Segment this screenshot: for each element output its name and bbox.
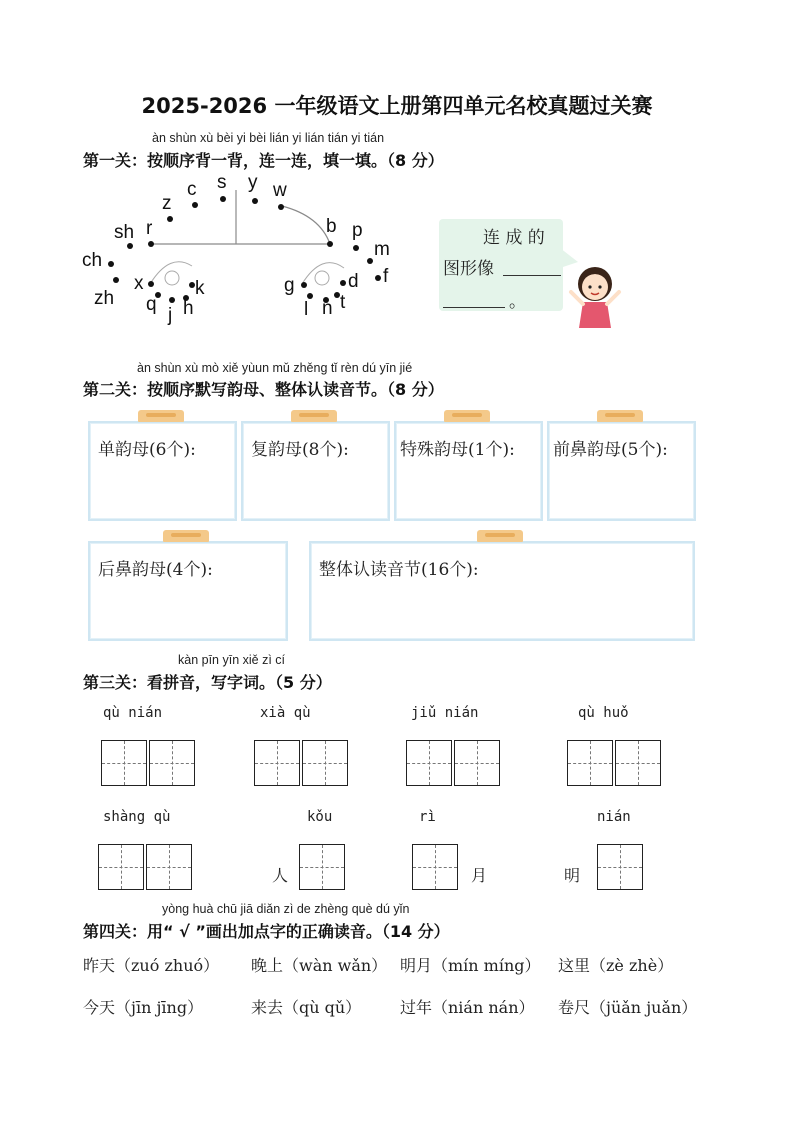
clip-icon (477, 530, 523, 542)
clip-icon (291, 410, 337, 422)
letter-g: g (284, 275, 295, 296)
writing-grid-cell[interactable] (454, 740, 500, 786)
bubble-line3: 。 (509, 292, 526, 312)
sec1-heading: 第一关：按顺序背一背，连一连，填一填。（8 分） (83, 151, 444, 170)
dot-s (220, 196, 226, 202)
given-char-ren: 人 (272, 866, 289, 885)
answer-box-special-final[interactable] (394, 421, 543, 521)
writing-grid-cell[interactable] (254, 740, 300, 786)
choice-item[interactable]: 晚上（wàn wǎn） (251, 956, 388, 975)
pinyin-word: qù huǒ (578, 705, 629, 721)
clip-icon (444, 410, 490, 422)
letter-k: k (195, 278, 205, 299)
sec3-pinyin: kàn pīn yīn xiě zì cí (178, 653, 285, 667)
answer-box-whole-syllables[interactable] (309, 541, 695, 641)
diagram-lines (80, 170, 420, 330)
sec1-pinyin: àn shùn xù bèi yi bèi lián yi lián tián yi tián (152, 131, 385, 145)
dot-x (148, 281, 154, 287)
page-title: 2025-2026 一年级语文上册第四单元名校真题过关赛 (141, 94, 653, 118)
sec2-heading: 第二关：按顺序默写韵母、整体认读音节。（8 分） (83, 380, 444, 399)
box-label: 特殊韵母(1个): (400, 440, 515, 460)
letter-d: d (348, 271, 359, 292)
writing-grid-cell[interactable] (302, 740, 348, 786)
letter-n: n (322, 298, 333, 319)
answer-box-front-nasal-finals[interactable] (547, 421, 696, 521)
choice-item[interactable]: 昨天（zuó zhuó） (83, 956, 220, 975)
pinyin-word: qù nián (103, 705, 163, 721)
letter-m: m (374, 239, 390, 260)
writing-grid-cell[interactable] (597, 844, 643, 890)
letter-ch: ch (82, 250, 103, 271)
bubble-blank-1[interactable] (503, 275, 561, 276)
letter-diagram (80, 170, 420, 330)
writing-grid-cell[interactable] (98, 844, 144, 890)
answer-box-single-finals[interactable] (88, 421, 237, 521)
choice-item[interactable]: 明月（mín míng） (400, 956, 541, 975)
answer-box-compound-finals[interactable] (241, 421, 390, 521)
pinyin-word: xià qù (260, 705, 311, 721)
dot-p (353, 245, 359, 251)
box-label: 前鼻韵母(5个): (553, 440, 668, 460)
pinyin-word: rì (419, 809, 436, 825)
writing-grid-cell[interactable] (101, 740, 147, 786)
answer-box-back-nasal-finals[interactable] (88, 541, 288, 641)
letter-t: t (340, 292, 346, 313)
speech-bubble (439, 219, 563, 311)
writing-grid-cell[interactable] (149, 740, 195, 786)
letter-p: p (352, 220, 363, 241)
choice-item[interactable]: 这里（zè zhè） (558, 956, 674, 975)
sec4-heading: 第四关：用“ √ ”画出加点字的正确读音。（14 分） (83, 922, 450, 941)
clip-icon (163, 530, 209, 542)
choice-item[interactable]: 卷尺（jüǎn juǎn） (558, 998, 698, 1017)
letter-b: b (326, 216, 337, 237)
pinyin-word: shàng qù (103, 809, 171, 825)
writing-grid-cell[interactable] (567, 740, 613, 786)
writing-grid-cell[interactable] (146, 844, 192, 890)
dot-r (148, 241, 154, 247)
writing-grid-cell[interactable] (412, 844, 458, 890)
given-char-yue: 月 (471, 866, 488, 885)
writing-grid-cell[interactable] (299, 844, 345, 890)
box-label: 后鼻韵母(4个): (98, 560, 213, 580)
girl-illustration-icon (565, 262, 625, 332)
letter-w: w (273, 180, 287, 201)
dot-d (340, 280, 346, 286)
sec4-pinyin: yòng huà chū jiā diǎn zì de zhèng què dú yǐn (162, 902, 410, 916)
letter-q: q (146, 294, 157, 315)
clip-icon (597, 410, 643, 422)
dot-c (192, 202, 198, 208)
letter-h: h (183, 298, 194, 319)
bubble-blank-2[interactable] (443, 307, 505, 308)
given-char-ming: 明 (564, 866, 581, 885)
dot-g (301, 282, 307, 288)
pinyin-word: jiǔ nián (411, 705, 479, 721)
clip-icon (138, 410, 184, 422)
sec3-heading: 第三关：看拼音，写字词。（5 分） (83, 673, 332, 692)
dot-z (167, 216, 173, 222)
letter-zh: zh (94, 288, 115, 309)
writing-grid-cell[interactable] (615, 740, 661, 786)
box-label: 复韵母(8个): (251, 440, 349, 460)
choice-item[interactable]: 来去（qù qǔ） (251, 998, 362, 1017)
letter-sh: sh (114, 222, 135, 243)
bubble-line1: 连 成 的 (483, 228, 545, 248)
dot-zh (113, 277, 119, 283)
choice-item[interactable]: 过年（nián nán） (400, 998, 535, 1017)
pinyin-word: nián (597, 809, 631, 825)
letter-l: l (304, 299, 309, 320)
letter-f: f (383, 266, 389, 287)
dot-w (278, 204, 284, 210)
dot-m (367, 258, 373, 264)
writing-grid-cell[interactable] (406, 740, 452, 786)
dot-f (375, 275, 381, 281)
pinyin-word: kǒu (307, 809, 333, 825)
dot-y (252, 198, 258, 204)
dot-ch (108, 261, 114, 267)
letter-y: y (248, 172, 258, 193)
sec2-pinyin: àn shùn xù mò xiě yùun mǔ zhěng tǐ rèn dú yīn jié (137, 361, 413, 375)
bubble-line2: 图形像 (443, 259, 494, 279)
letter-x: x (134, 273, 144, 294)
dot-j (169, 297, 175, 303)
letter-s: s (217, 172, 227, 193)
dot-b (327, 241, 333, 247)
letter-r: r (146, 218, 153, 239)
box-label: 整体认读音节(16个): (319, 560, 479, 580)
letter-z: z (162, 193, 172, 214)
choice-item[interactable]: 今天（jīn jīng） (83, 998, 204, 1017)
box-label: 单韵母(6个): (98, 440, 196, 460)
letter-c: c (187, 179, 197, 200)
letter-j: j (168, 305, 173, 326)
